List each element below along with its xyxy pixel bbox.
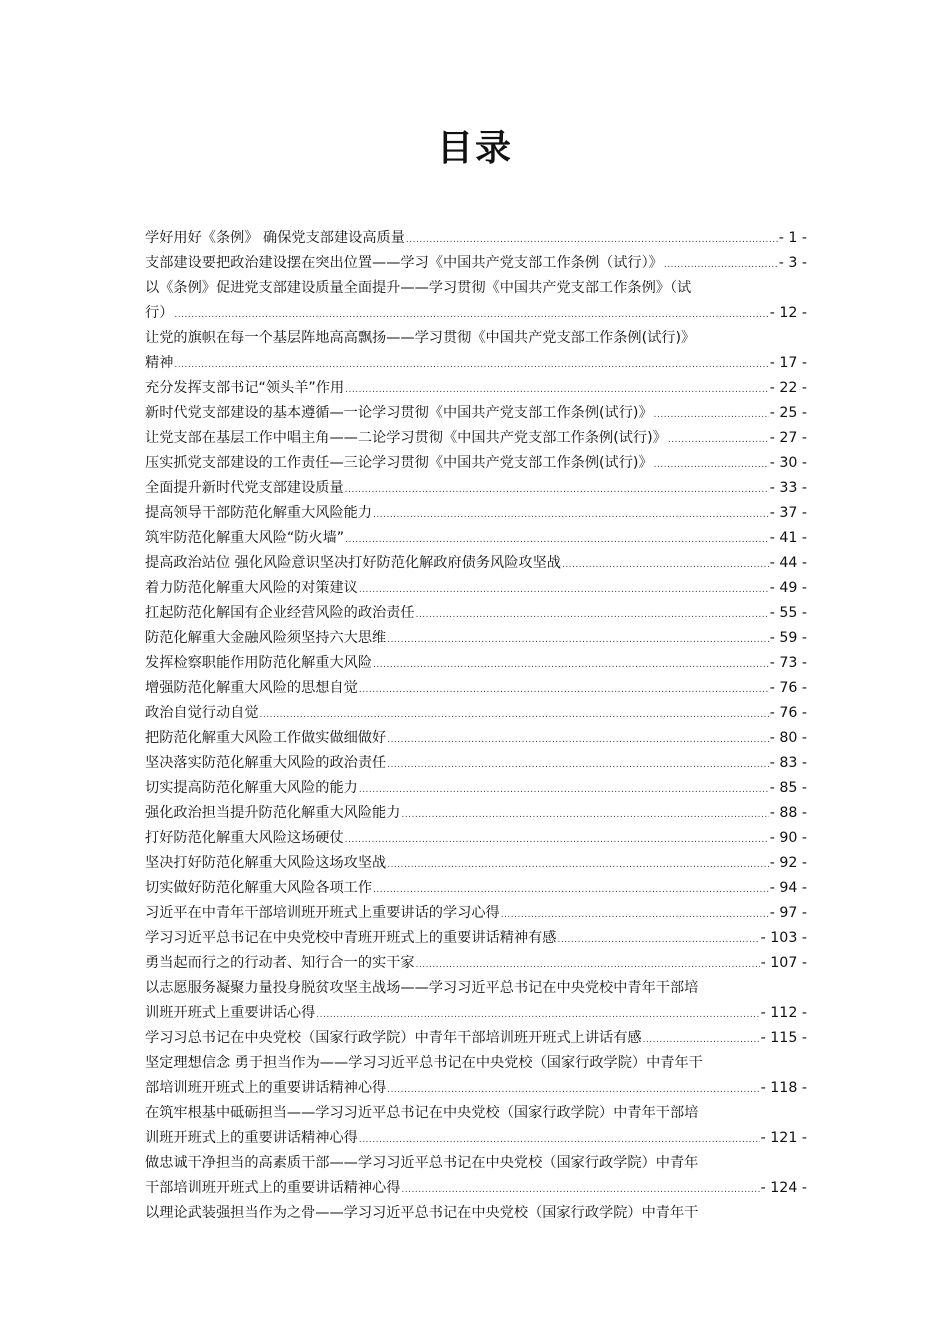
- dot-leader: [345, 478, 769, 503]
- toc-entry-title-line: 在筑牢根基中砥砺担当——学习习近平总书记在中央党校（国家行政学院）中青年干部培: [145, 1105, 699, 1121]
- dot-leader: [654, 403, 769, 428]
- toc-entry[interactable]: [145, 926, 807, 951]
- toc-entry[interactable]: [145, 751, 807, 776]
- toc-page-number: - 76 -: [769, 680, 807, 696]
- dot-leader: [174, 303, 768, 328]
- toc-entry-title: 训班开班式上的重要讲话精神心得: [145, 1130, 358, 1146]
- toc-entry-title: 新时代党支部建设的基本遵循—一论学习贯彻《中国共产党支部工作条例(试行)》: [145, 405, 653, 421]
- toc-page-number: - 94 -: [769, 880, 807, 896]
- toc-entry[interactable]: [145, 251, 807, 276]
- toc-entry[interactable]: [145, 676, 807, 701]
- dot-leader: [260, 703, 769, 728]
- toc-page-number: - 90 -: [769, 830, 807, 846]
- toc-entry-title-line: 以理论武装强担当作为之骨——学习习近平总书记在中央党校（国家行政学院）中青年干: [145, 1205, 699, 1221]
- toc-entry-title: 强化政治担当提升防范化解重大风险能力: [145, 805, 401, 821]
- toc-page-number: - 115 -: [760, 1030, 807, 1046]
- toc-entry-title: 充分发挥支部书记“领头羊”作用: [145, 380, 345, 396]
- toc-entry-title: 筑牢防范化解重大风险“防火墙”: [145, 530, 345, 546]
- toc-entry-title: 切实提高防范化解重大风险的能力: [145, 780, 358, 796]
- dot-leader: [359, 778, 769, 803]
- toc-entry-title: 发挥检察职能作用防范化解重大风险: [145, 655, 373, 671]
- dot-leader: [316, 1003, 759, 1028]
- toc-page-number: - 112 -: [760, 1005, 807, 1021]
- toc-entry[interactable]: [145, 851, 807, 876]
- dot-leader: [664, 253, 778, 278]
- toc-entry-title: 全面提升新时代党支部建设质量: [145, 480, 344, 496]
- dot-leader: [501, 903, 769, 928]
- dot-leader: [359, 578, 769, 603]
- toc-entry[interactable]: [145, 426, 807, 451]
- dot-leader: [345, 528, 769, 553]
- dot-leader: [345, 828, 769, 853]
- dot-leader: [373, 503, 769, 528]
- dot-leader: [373, 653, 769, 678]
- toc-entry-title: 坚决落实防范化解重大风险的政治责任: [145, 755, 387, 771]
- toc-page-number: - 83 -: [769, 755, 807, 771]
- toc-entry-title: 增强防范化解重大风险的思想自觉: [145, 680, 358, 696]
- toc-entry[interactable]: [145, 1101, 807, 1151]
- toc-page-number: - 121 -: [760, 1130, 807, 1146]
- dot-leader: [562, 553, 769, 578]
- toc-entry[interactable]: [145, 801, 807, 826]
- dot-leader: [387, 853, 768, 878]
- toc-entry-title-line: 让党的旗帜在每一个基层阵地高高飘扬——学习贯彻《中国共产党支部工作条例(试行)》: [145, 330, 696, 346]
- toc-entry[interactable]: [145, 876, 807, 901]
- toc-entry-title: 训班开班式上重要讲话心得: [145, 1005, 316, 1021]
- toc-page-number: - 49 -: [769, 580, 807, 596]
- toc-entry-title-line: 坚定理想信念 勇于担当作为——学习习近平总书记在中央党校（国家行政学院）中青年干: [145, 1055, 703, 1071]
- table-of-contents: [145, 226, 807, 1226]
- toc-page-number: - 30 -: [769, 455, 807, 471]
- toc-entry[interactable]: [145, 951, 807, 976]
- toc-entry[interactable]: [145, 401, 807, 426]
- toc-page-number: - 124 -: [760, 1180, 807, 1196]
- toc-entry-title: 防范化解重大金融风险须坚持六大思维: [145, 630, 387, 646]
- toc-entry-title: 学好用好《条例》 确保党支部建设高质量: [145, 230, 405, 246]
- dot-leader: [387, 753, 768, 778]
- dot-leader: [654, 453, 769, 478]
- toc-entry[interactable]: [145, 601, 807, 626]
- dot-leader: [643, 1028, 760, 1053]
- toc-entry[interactable]: [145, 1151, 807, 1201]
- toc-entry-title-line: 做忠诚干净担当的高素质干部——学习习近平总书记在中央党校（国家行政学院）中青年: [145, 1155, 699, 1171]
- toc-entry[interactable]: [145, 726, 807, 751]
- toc-entry-title: 勇当起而行之的行动者、知行合一的实干家: [145, 955, 415, 971]
- dot-leader: [557, 928, 759, 953]
- toc-page-number: - 25 -: [769, 405, 807, 421]
- toc-page-number: - 3 -: [778, 255, 807, 271]
- toc-entry[interactable]: [145, 376, 807, 401]
- dot-leader: [406, 228, 778, 253]
- toc-entry[interactable]: [145, 1026, 807, 1051]
- toc-entry-title: 习近平在中青年干部培训班开班式上重要讲话的学习心得: [145, 905, 500, 921]
- toc-entry-title: 着力防范化解重大风险的对策建议: [145, 580, 358, 596]
- toc-page-number: - 17 -: [769, 355, 807, 371]
- toc-entry[interactable]: [145, 826, 807, 851]
- dot-leader: [668, 428, 769, 453]
- toc-entry-title-line: 以《条例》促进党支部建设质量全面提升——学习贯彻《中国共产党支部工作条例》（试: [145, 280, 692, 296]
- dot-leader: [401, 803, 768, 828]
- toc-entry[interactable]: [145, 276, 807, 326]
- toc-entry-title: 学习习总书记在中央党校（国家行政学院）中青年干部培训班开班式上讲话有感: [145, 1030, 642, 1046]
- toc-entry[interactable]: [145, 1201, 807, 1226]
- toc-entry[interactable]: [145, 976, 807, 1026]
- dot-leader: [174, 353, 768, 378]
- toc-entry[interactable]: [145, 651, 807, 676]
- toc-page-number: - 27 -: [769, 430, 807, 446]
- dot-leader: [373, 878, 769, 903]
- dot-leader: [345, 378, 769, 403]
- dot-leader: [401, 1178, 759, 1203]
- toc-entry-title: 精神: [145, 355, 174, 371]
- toc-entry-title: 提高政治站位 强化风险意识坚决打好防范化解政府债务风险攻坚战: [145, 555, 561, 571]
- toc-entry-title: 干部培训班开班式上的重要讲话精神心得: [145, 1180, 401, 1196]
- toc-page-number: - 12 -: [769, 305, 807, 321]
- toc-page-number: - 44 -: [769, 555, 807, 571]
- toc-entry[interactable]: [145, 501, 807, 526]
- toc-page-number: - 88 -: [769, 805, 807, 821]
- toc-entry-title: 切实做好防范化解重大风险各项工作: [145, 880, 373, 896]
- toc-page-number: - 80 -: [769, 730, 807, 746]
- toc-page-number: - 55 -: [769, 605, 807, 621]
- toc-entry-title: 压实抓党支部建设的工作责任—三论学习贯彻《中国共产党支部工作条例(试行)》: [145, 455, 653, 471]
- toc-page-number: - 118 -: [760, 1080, 807, 1096]
- toc-page-number: - 107 -: [760, 955, 807, 971]
- toc-page-number: - 85 -: [769, 780, 807, 796]
- toc-entry-title: 坚决打好防范化解重大风险这场攻坚战: [145, 855, 387, 871]
- toc-entry[interactable]: [145, 776, 807, 801]
- toc-entry-title-line: 以志愿服务凝聚力量投身脱贫攻坚主战场——学习习近平总书记在中央党校中青年干部培: [145, 980, 699, 996]
- toc-page-number: - 33 -: [769, 480, 807, 496]
- toc-page-number: - 76 -: [769, 705, 807, 721]
- toc-entry-title: 打好防范化解重大风险这场硬仗: [145, 830, 344, 846]
- toc-entry[interactable]: [145, 1051, 807, 1101]
- toc-entry[interactable]: [145, 551, 807, 576]
- toc-entry[interactable]: [145, 576, 807, 601]
- toc-entry-title: 政治自觉行动自觉: [145, 705, 259, 721]
- toc-page-number: - 59 -: [769, 630, 807, 646]
- toc-page-number: - 73 -: [769, 655, 807, 671]
- dot-leader: [416, 953, 760, 978]
- toc-entry[interactable]: [145, 226, 807, 251]
- toc-page-number: - 37 -: [769, 505, 807, 521]
- toc-entry-title: 提高领导干部防范化解重大风险能力: [145, 505, 373, 521]
- toc-entry-title: 部培训班开班式上的重要讲话精神心得: [145, 1080, 387, 1096]
- toc-entry-title: 支部建设要把政治建设摆在突出位置——学习《中国共产党支部工作条例（试行）》: [145, 255, 663, 271]
- dot-leader: [359, 1128, 760, 1153]
- toc-title: 目录: [436, 128, 513, 169]
- dot-leader: [387, 728, 768, 753]
- dot-leader: [416, 603, 769, 628]
- toc-page-number: - 22 -: [769, 380, 807, 396]
- toc-entry[interactable]: [145, 476, 807, 501]
- toc-entry-title: 学习习近平总书记在中央党校中青班开班式上的重要讲话精神有感: [145, 930, 557, 946]
- toc-entry[interactable]: [145, 526, 807, 551]
- toc-entry-title: 让党支部在基层工作中唱主角——二论学习贯彻《中国共产党支部工作条例(试行)》: [145, 430, 667, 446]
- toc-entry[interactable]: [145, 701, 807, 726]
- toc-page-number: - 103 -: [760, 930, 807, 946]
- toc-entry-title: 扛起防范化解国有企业经营风险的政治责任: [145, 605, 415, 621]
- toc-page-number: - 97 -: [769, 905, 807, 921]
- dot-leader: [359, 678, 769, 703]
- toc-page-number: - 41 -: [769, 530, 807, 546]
- toc-page-number: - 92 -: [769, 855, 807, 871]
- toc-entry[interactable]: [145, 626, 807, 651]
- toc-entry[interactable]: [145, 326, 807, 376]
- dot-leader: [387, 1078, 759, 1103]
- toc-entry-title: 行）: [145, 305, 174, 321]
- toc-entry[interactable]: [145, 901, 807, 926]
- dot-leader: [387, 628, 768, 653]
- toc-entry[interactable]: [145, 451, 807, 476]
- toc-entry-title: 把防范化解重大风险工作做实做细做好: [145, 730, 387, 746]
- toc-page-number: - 1 -: [778, 230, 807, 246]
